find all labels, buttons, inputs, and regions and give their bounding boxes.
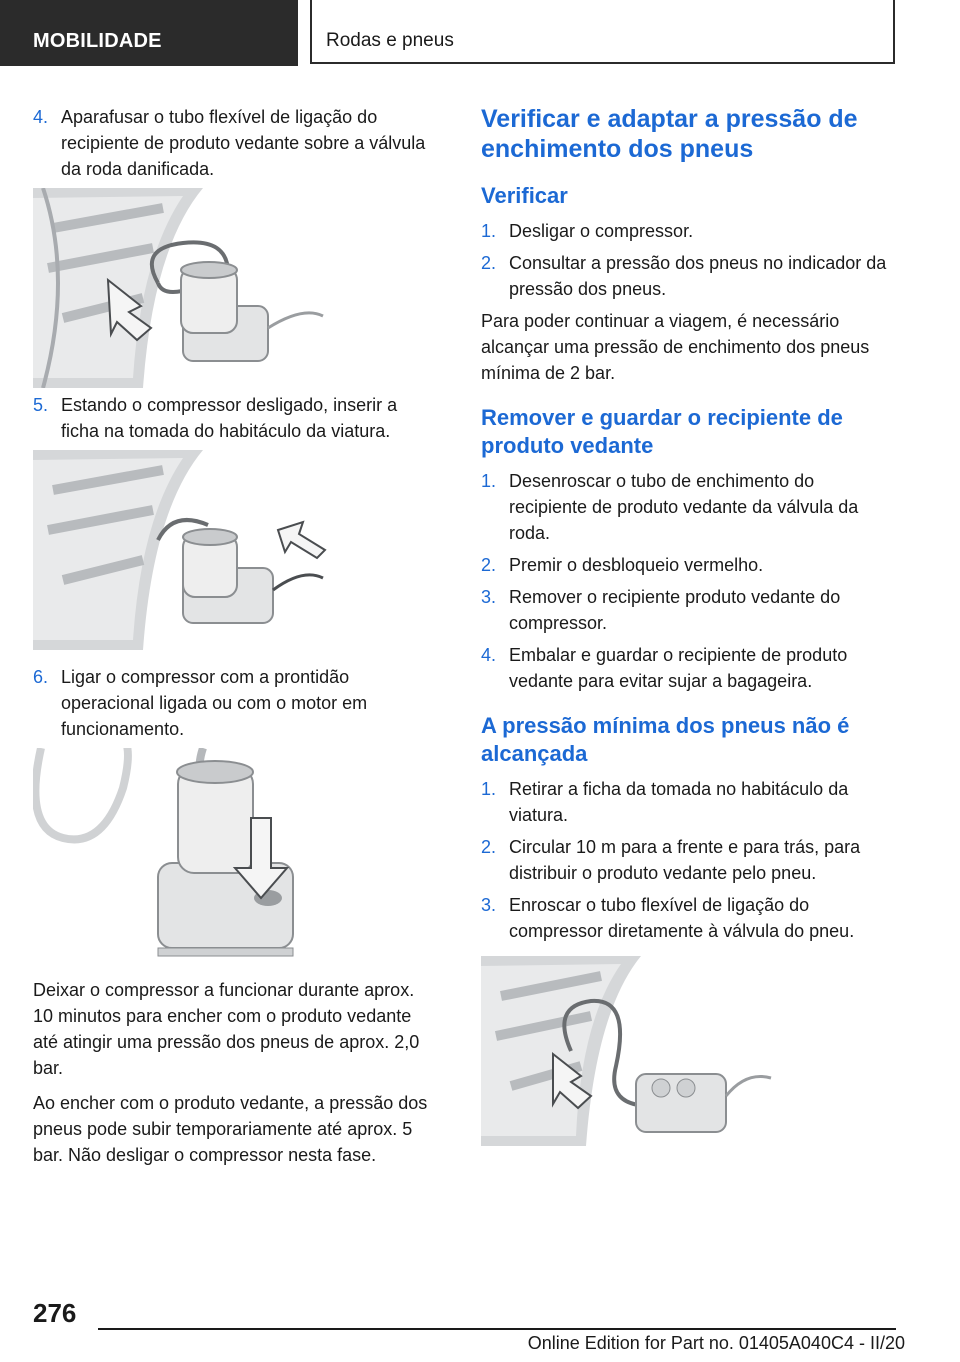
- footer-divider: [98, 1328, 896, 1330]
- step-text: Remover o recipiente produto vedante do compressor.: [509, 587, 841, 633]
- step-number: 5.: [33, 395, 49, 415]
- step-number: 1.: [481, 471, 497, 491]
- section-title: Verificar e adaptar a pressão de enchimento dos pneus: [481, 105, 858, 163]
- step-number: 1.: [481, 221, 497, 241]
- edition-note: Online Edition for Part no. 01405A040C4 - II/20: [527, 1333, 905, 1353]
- list-item: [481, 776, 896, 828]
- step-text: Desligar o compressor.: [509, 221, 694, 241]
- step-text: Circular 10 m para a frente e para trás, para distribuir o produto vedante pelo pneu.: [509, 837, 861, 883]
- step-text: Embalar e guardar o recipiente de produto vedante para evitar sujar a bagageira.: [509, 645, 848, 691]
- chapter-title: Rodas e pneus: [310, 0, 895, 64]
- list-item: [481, 250, 896, 302]
- list-item: [481, 468, 896, 546]
- paragraph-min-pressure: Para poder continuar a viagem, é necessário alcançar uma pressão de enchimento dos pneus mínima de 2 bar.: [481, 311, 870, 383]
- figure-compressor-switch: [33, 748, 438, 973]
- heading-minima: A pressão mínima dos pneus não é alcançada: [481, 713, 850, 766]
- figure-plug-socket: [33, 450, 438, 660]
- step-text: Aparafusar o tubo flexível de ligação do recipiente de produto vedante sobre a válvula da roda danificada.: [61, 107, 426, 179]
- paragraph-pressure-warning: Ao encher com o produto vedante, a pressão dos pneus pode subir temporariamente até aprox. 5 bar. Não desligar o compressor nesta fase.: [33, 1093, 428, 1165]
- page-header: [0, 0, 960, 66]
- step-number: 4.: [481, 645, 497, 665]
- step-5: [33, 392, 438, 444]
- step-4: [33, 104, 438, 182]
- paragraph-fill-duration: Deixar o compressor a funcionar durante aprox. 10 minutos para encher com o produto vedante até atingir uma pressão dos pneus de aprox. 2,0 bar.: [33, 980, 420, 1078]
- step-text: Premir o desbloqueio vermelho.: [509, 555, 764, 575]
- step-text: Retirar a ficha da tomada no habitáculo da viatura.: [509, 779, 849, 825]
- step-number: 1.: [481, 779, 497, 799]
- step-6: [33, 664, 438, 742]
- list-item: [481, 642, 896, 694]
- heading-remover: Remover e guardar o recipiente de produto vedante: [481, 405, 843, 458]
- list-item: [481, 892, 896, 944]
- left-column: [33, 104, 438, 1177]
- step-text: Ligar o compressor com a prontidão operacional ligada ou com o motor em funcionamento.: [61, 667, 368, 739]
- step-number: 2.: [481, 837, 497, 857]
- figure-hose-to-valve: [33, 188, 438, 388]
- step-text: Enroscar o tubo flexível de ligação do compressor diretamente à válvula do pneu.: [509, 895, 855, 941]
- page-number: 276: [33, 1298, 77, 1328]
- step-number: 3.: [481, 587, 497, 607]
- heading-verificar: Verificar: [481, 183, 568, 208]
- list-item: [481, 584, 896, 636]
- step-text: Estando o compressor desligado, inserir a ficha na tomada do habitáculo da viatura.: [61, 395, 398, 441]
- right-column: [481, 104, 896, 1150]
- section-tab: MOBILIDADE: [0, 0, 298, 66]
- step-text: Consultar a pressão dos pneus no indicador da pressão dos pneus.: [509, 253, 887, 299]
- list-item: [481, 218, 896, 244]
- step-number: 6.: [33, 667, 49, 687]
- step-number: 3.: [481, 895, 497, 915]
- step-text: Desenroscar o tubo de enchimento do recipiente de produto vedante da válvula da roda.: [509, 471, 859, 543]
- step-number: 4.: [33, 107, 49, 127]
- step-number: 2.: [481, 555, 497, 575]
- list-item: [481, 834, 896, 886]
- list-item: [481, 552, 896, 578]
- step-number: 2.: [481, 253, 497, 273]
- figure-hose-direct-valve: [481, 956, 886, 1146]
